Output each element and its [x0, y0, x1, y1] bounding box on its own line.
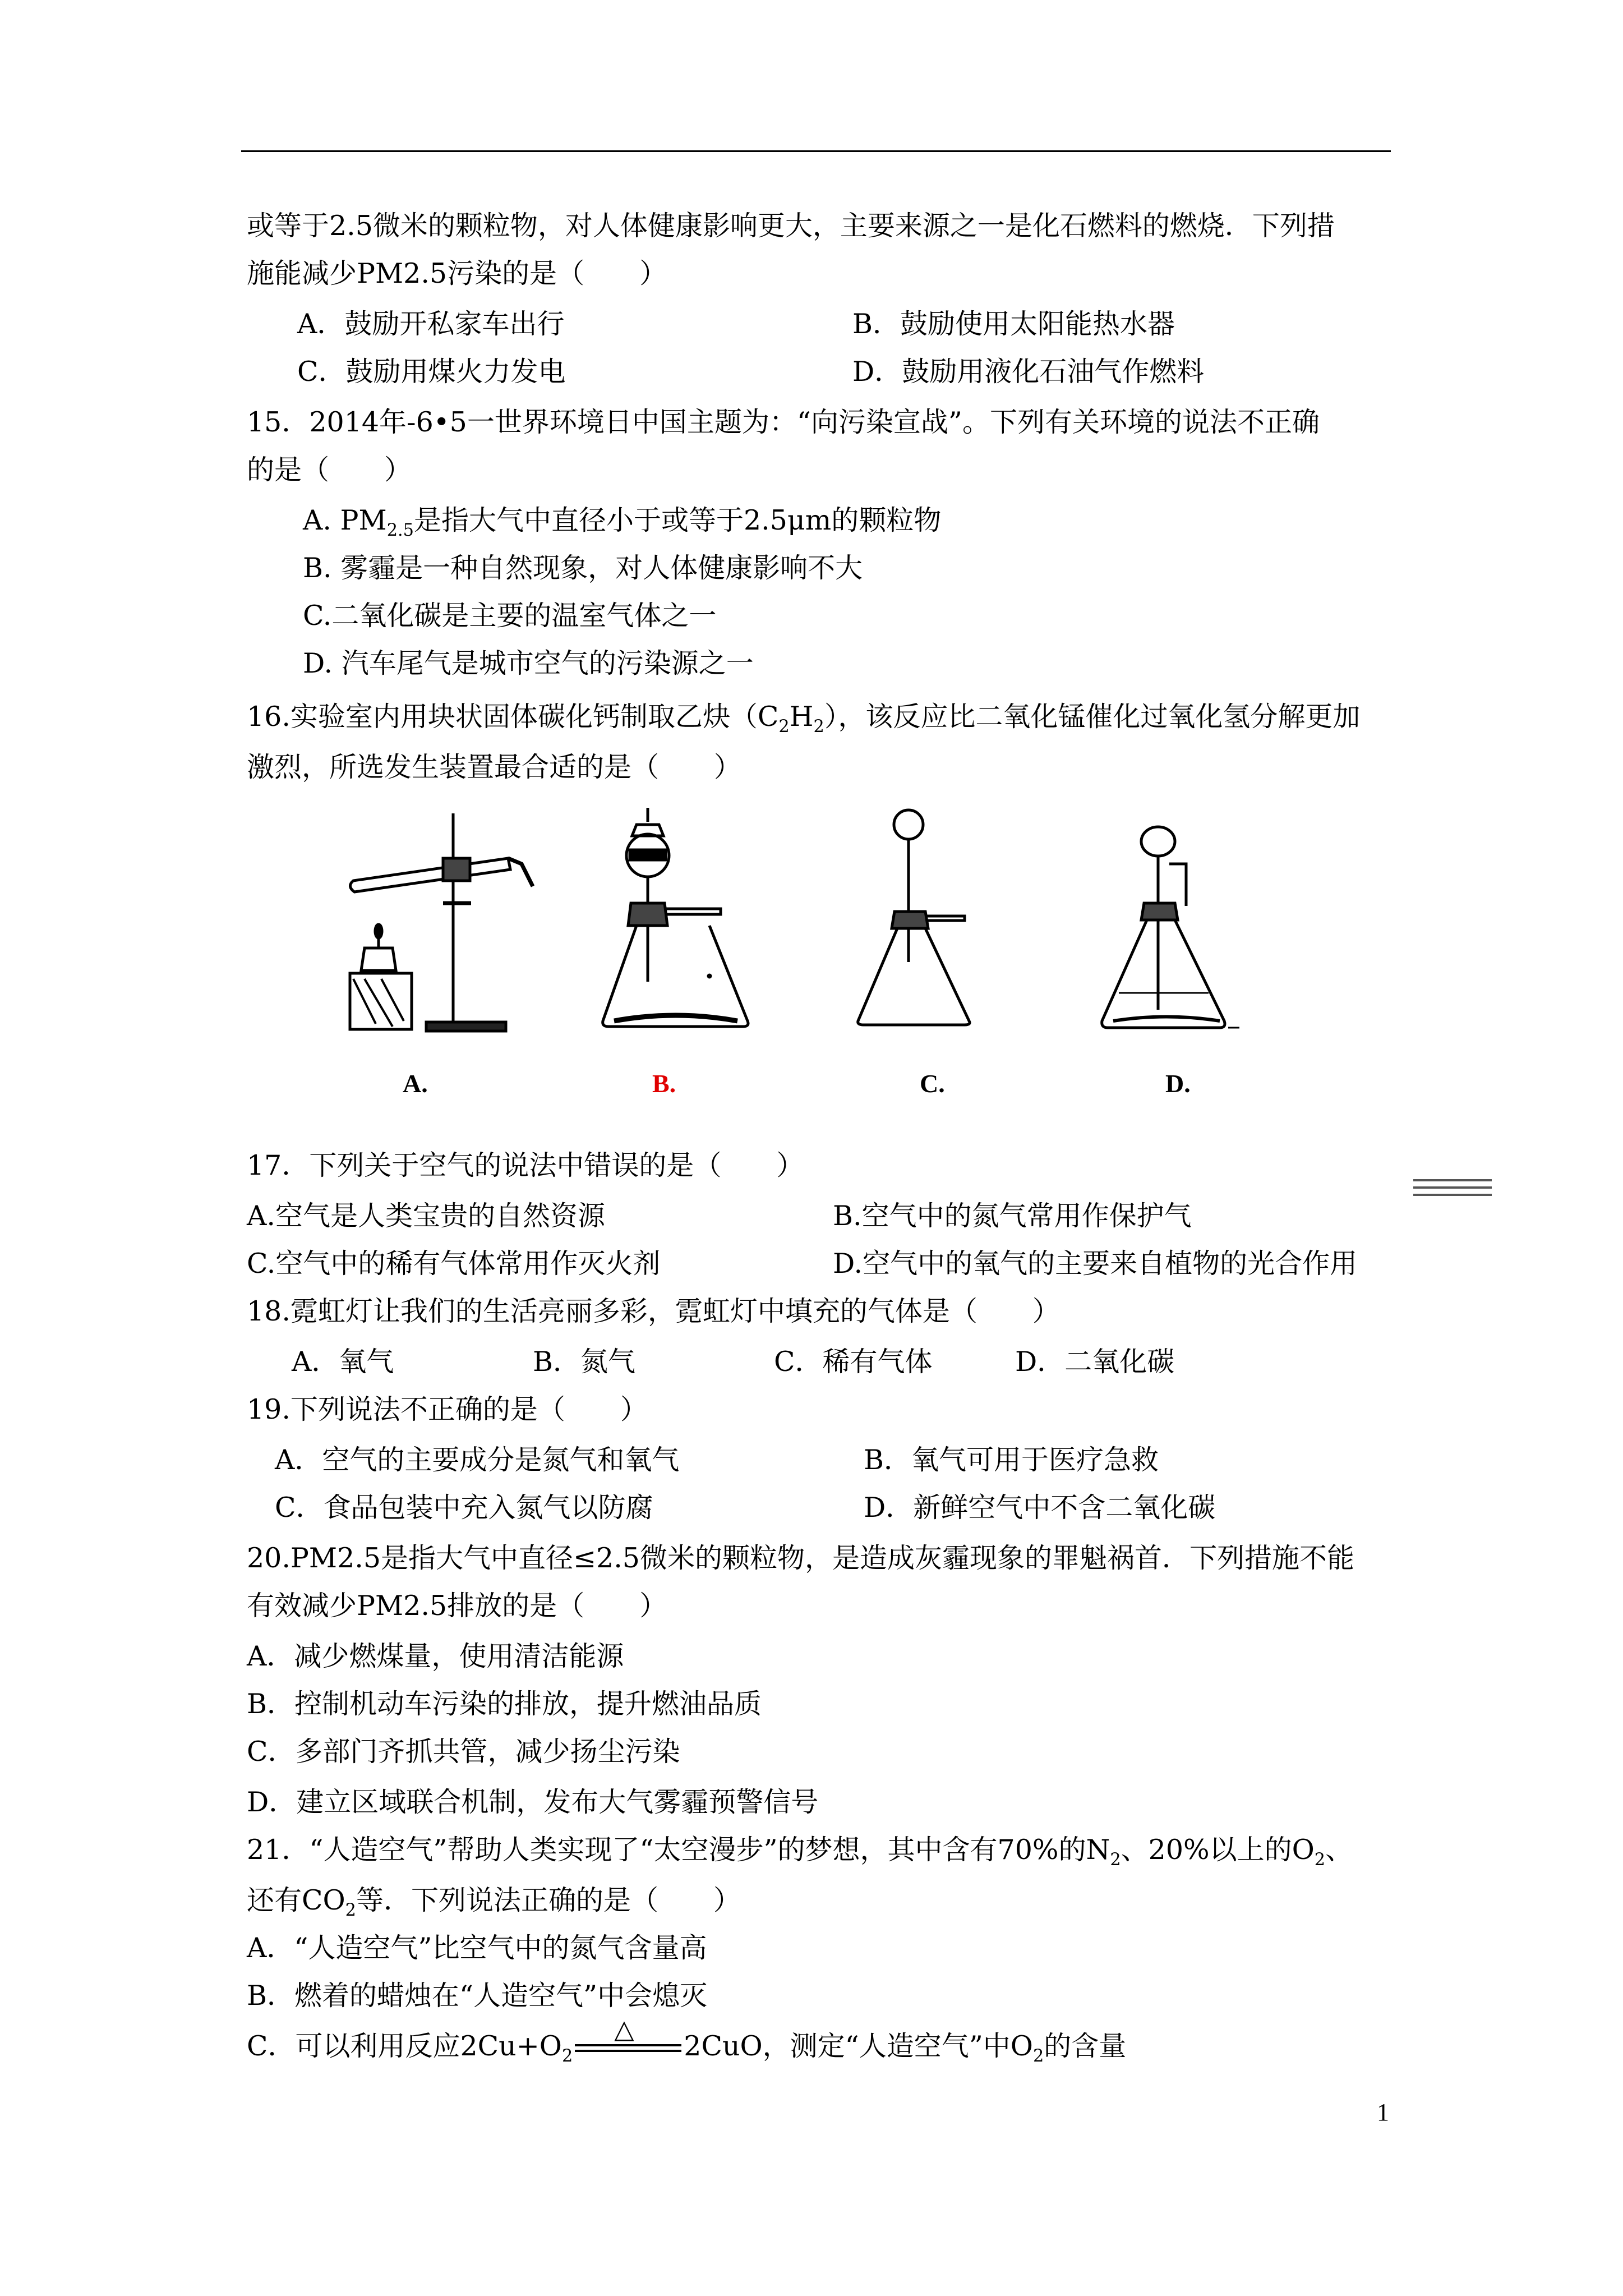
apparatus-c-image	[847, 794, 987, 1041]
q21-text-line1: 21．“人造空气”帮助人类实现了“太空漫步”的梦想，其中含有70%的$N_2$、20%以上的$O_2$、	[247, 1834, 1353, 1870]
q17-option-d: D.空气中的氧气的主要来自植物的光合作用	[833, 1248, 1358, 1280]
q17-option-c: C.空气中的稀有气体常用作灭火剂	[247, 1248, 661, 1280]
q14-option-b: B．鼓励使用太阳能热水器	[852, 308, 1175, 340]
q17-option-a: A.空气是人类宝贵的自然资源	[247, 1200, 605, 1232]
q14-text-line2: 施能减少PM2.5污染的是（ ）	[247, 257, 667, 289]
q15-text-line2: 的是（ ）	[247, 454, 412, 486]
q18-option-c: C．稀有气体	[774, 1346, 933, 1378]
q21-text-line2: 还有$CO_2$等．下列说法正确的是（ ）	[247, 1884, 741, 1920]
q20-text-line2: 有效减少PM2.5排放的是（ ）	[247, 1590, 667, 1622]
q19-text: 19.下列说法不正确的是（ ）	[247, 1393, 648, 1425]
apparatus-a-image	[342, 802, 538, 1038]
q18-option-b: B．氮气	[533, 1346, 636, 1378]
apparatus-d-image	[1096, 808, 1248, 1043]
q19-option-d: D．新鲜空气中不含二氧化碳	[864, 1492, 1216, 1524]
q15-option-c: C.二氧化碳是主要的温室气体之一	[303, 600, 717, 632]
q14-option-c: C．鼓励用煤火力发电	[297, 356, 566, 388]
apparatus-a-label: A.	[403, 1069, 428, 1098]
q17-option-b: B.空气中的氮气常用作保护气	[833, 1200, 1192, 1232]
q20-option-b: B．控制机动车污染的排放，提升燃油品质	[247, 1688, 762, 1720]
q18-text: 18.霓虹灯让我们的生活亮丽多彩，霓虹灯中填充的气体是（ ）	[247, 1295, 1060, 1327]
q16-text-line1: 16.实验室内用块状固体碳化钙制取乙炔$(C_2H_2)$，该反应比二氧化锰催化过氧化氢分解更加	[247, 701, 1361, 737]
q15-text-line1: 15．2014年-6•5一世界环境日中国主题为：“向污染宣战”。下列有关环境的说法不正确	[247, 406, 1320, 438]
q15-option-a: A. $PM_{2.5}$是指大气中直径小于或等于2.5μm的颗粒物	[303, 504, 942, 540]
q18-option-a: A．氧气	[292, 1346, 394, 1378]
apparatus-b-label: B.	[652, 1069, 676, 1098]
reaction-condition: △	[575, 2037, 681, 2060]
q19-option-a: A．空气的主要成分是氮气和氧气	[275, 1444, 680, 1476]
q16-text-line2: 激烈，所选发生装置最合适的是（ ）	[247, 751, 742, 783]
q20-option-c: C．多部门齐抓共管，减少扬尘污染	[247, 1736, 680, 1768]
header-rule	[241, 150, 1391, 152]
q20-option-a: A．减少燃煤量，使用清洁能源	[247, 1640, 624, 1672]
apparatus-c-label: C.	[920, 1069, 945, 1098]
side-marker-line	[1413, 1186, 1492, 1189]
q14-option-d: D．鼓励用液化石油气作燃料	[852, 356, 1205, 388]
q21-option-c: C．可以利用反应$2Cu+O_2$ △ 2CuO，测定“人造空气”中$O_2$的含量	[247, 2013, 1127, 2066]
q17-text: 17．下列关于空气的说法中错误的是（ ）	[247, 1149, 804, 1181]
q21-option-b: B．燃着的蜡烛在“人造空气”中会熄灭	[247, 1980, 708, 2012]
q14-text-line1: 或等于2.5微米的颗粒物，对人体健康影响更大，主要来源之一是化石燃料的燃烧．下列措	[247, 210, 1335, 242]
apparatus-d-label: D.	[1165, 1069, 1191, 1098]
q19-option-b: B．氧气可用于医疗急救	[864, 1444, 1159, 1476]
apparatus-b-image	[597, 797, 766, 1038]
page-number: 1	[1377, 2099, 1389, 2126]
q14-option-a: A．鼓励开私家车出行	[297, 308, 565, 340]
side-marker-line	[1413, 1179, 1492, 1181]
q15-option-d: D. 汽车尾气是城市空气的污染源之一	[303, 647, 754, 679]
q21-option-a: A．“人造空气”比空气中的氮气含量高	[247, 1932, 707, 1964]
side-marker-line	[1413, 1194, 1492, 1196]
q15-option-b: B. 雾霾是一种自然现象，对人体健康影响不大	[303, 552, 863, 584]
q20-text-line1: 20.PM2.5是指大气中直径≤2.5微米的颗粒物，是造成灰霾现象的罪魁祸首．下列措施不能	[247, 1542, 1354, 1574]
q19-option-c: C．食品包装中充入氮气以防腐	[275, 1492, 653, 1524]
q20-option-d: D．建立区域联合机制，发布大气雾霾预警信号	[247, 1786, 819, 1818]
q18-option-d: D．二氧化碳	[1015, 1346, 1175, 1378]
